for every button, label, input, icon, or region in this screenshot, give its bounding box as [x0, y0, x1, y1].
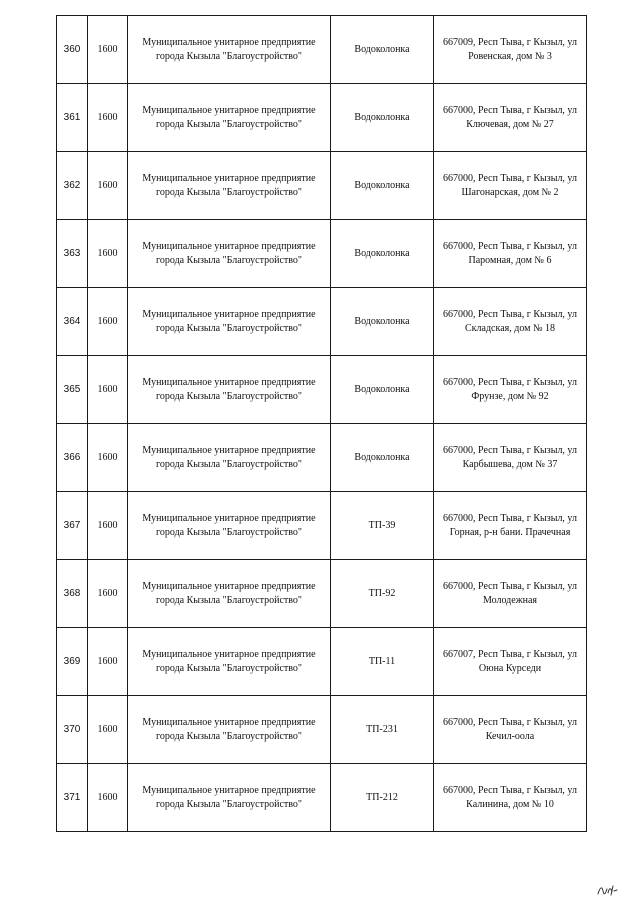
- row-address: 667000, Респ Тыва, г Кызыл, ул Шагонарская, дом № 2: [434, 152, 587, 220]
- row-object: Водоколонка: [331, 220, 434, 288]
- row-organization: Муниципальное унитарное предприятие города Кызыла "Благоустройство": [128, 84, 331, 152]
- table-row: [57, 424, 587, 492]
- row-code: 1600: [88, 628, 128, 696]
- table-row: [57, 560, 587, 628]
- row-object: Водоколонка: [331, 152, 434, 220]
- row-organization: Муниципальное унитарное предприятие города Кызыла "Благоустройство": [128, 764, 331, 832]
- row-address: 667000, Респ Тыва, г Кызыл, ул Паромная, дом № 6: [434, 220, 587, 288]
- row-number: 368: [57, 560, 88, 628]
- row-address: 667000, Респ Тыва, г Кызыл, ул Калинина, дом № 10: [434, 764, 587, 832]
- row-number: 364: [57, 288, 88, 356]
- row-code: 1600: [88, 764, 128, 832]
- row-number: 362: [57, 152, 88, 220]
- row-object: Водоколонка: [331, 424, 434, 492]
- table-row: [57, 220, 587, 288]
- table-row: [57, 16, 587, 84]
- row-address: 667000, Респ Тыва, г Кызыл, ул Складская, дом № 18: [434, 288, 587, 356]
- row-object: Водоколонка: [331, 84, 434, 152]
- row-code: 1600: [88, 696, 128, 764]
- row-object: Водоколонка: [331, 16, 434, 84]
- row-code: 1600: [88, 288, 128, 356]
- table-row: [57, 492, 587, 560]
- row-organization: Муниципальное унитарное предприятие города Кызыла "Благоустройство": [128, 152, 331, 220]
- row-organization: Муниципальное унитарное предприятие города Кызыла "Благоустройство": [128, 696, 331, 764]
- row-code: 1600: [88, 16, 128, 84]
- row-number: 370: [57, 696, 88, 764]
- row-organization: Муниципальное унитарное предприятие города Кызыла "Благоустройство": [128, 16, 331, 84]
- row-address: 667000, Респ Тыва, г Кызыл, ул Кечил-оола: [434, 696, 587, 764]
- row-number: 366: [57, 424, 88, 492]
- row-address: 667000, Респ Тыва, г Кызыл, ул Ключевая, дом № 27: [434, 84, 587, 152]
- table-row: [57, 84, 587, 152]
- row-number: 371: [57, 764, 88, 832]
- row-number: 361: [57, 84, 88, 152]
- row-object: Водоколонка: [331, 288, 434, 356]
- row-number: 367: [57, 492, 88, 560]
- row-address: 667000, Респ Тыва, г Кызыл, ул Карбышева, дом № 37: [434, 424, 587, 492]
- row-code: 1600: [88, 152, 128, 220]
- row-object: ТП-92: [331, 560, 434, 628]
- row-address: 667000, Респ Тыва, г Кызыл, ул Молодежная: [434, 560, 587, 628]
- table-row: [57, 696, 587, 764]
- row-number: 363: [57, 220, 88, 288]
- row-number: 365: [57, 356, 88, 424]
- row-object: ТП-39: [331, 492, 434, 560]
- row-code: 1600: [88, 424, 128, 492]
- row-address: 667000, Респ Тыва, г Кызыл, ул Фрунзе, дом № 92: [434, 356, 587, 424]
- row-object: ТП-212: [331, 764, 434, 832]
- row-number: 360: [57, 16, 88, 84]
- row-address: 667000, Респ Тыва, г Кызыл, ул Горная, р-н бани. Прачечная: [434, 492, 587, 560]
- row-address: 667009, Респ Тыва, г Кызыл, ул Ровенская, дом № 3: [434, 16, 587, 84]
- row-number: 369: [57, 628, 88, 696]
- handwritten-signature: [596, 883, 618, 897]
- row-organization: Муниципальное унитарное предприятие города Кызыла "Благоустройство": [128, 220, 331, 288]
- table-row: [57, 764, 587, 832]
- table-row: [57, 288, 587, 356]
- table-row: [57, 628, 587, 696]
- row-object: Водоколонка: [331, 356, 434, 424]
- table-row: [57, 152, 587, 220]
- row-organization: Муниципальное унитарное предприятие города Кызыла "Благоустройство": [128, 424, 331, 492]
- row-organization: Муниципальное унитарное предприятие города Кызыла "Благоустройство": [128, 356, 331, 424]
- registry-table-body: [57, 16, 587, 832]
- row-organization: Муниципальное унитарное предприятие города Кызыла "Благоустройство": [128, 628, 331, 696]
- row-object: ТП-11: [331, 628, 434, 696]
- row-code: 1600: [88, 356, 128, 424]
- registry-table: [56, 15, 587, 832]
- row-code: 1600: [88, 220, 128, 288]
- row-organization: Муниципальное унитарное предприятие города Кызыла "Благоустройство": [128, 492, 331, 560]
- row-code: 1600: [88, 492, 128, 560]
- row-code: 1600: [88, 560, 128, 628]
- table-row: [57, 356, 587, 424]
- row-code: 1600: [88, 84, 128, 152]
- row-address: 667007, Респ Тыва, г Кызыл, ул Оюна Курседи: [434, 628, 587, 696]
- row-organization: Муниципальное унитарное предприятие города Кызыла "Благоустройство": [128, 560, 331, 628]
- row-organization: Муниципальное унитарное предприятие города Кызыла "Благоустройство": [128, 288, 331, 356]
- row-object: ТП-231: [331, 696, 434, 764]
